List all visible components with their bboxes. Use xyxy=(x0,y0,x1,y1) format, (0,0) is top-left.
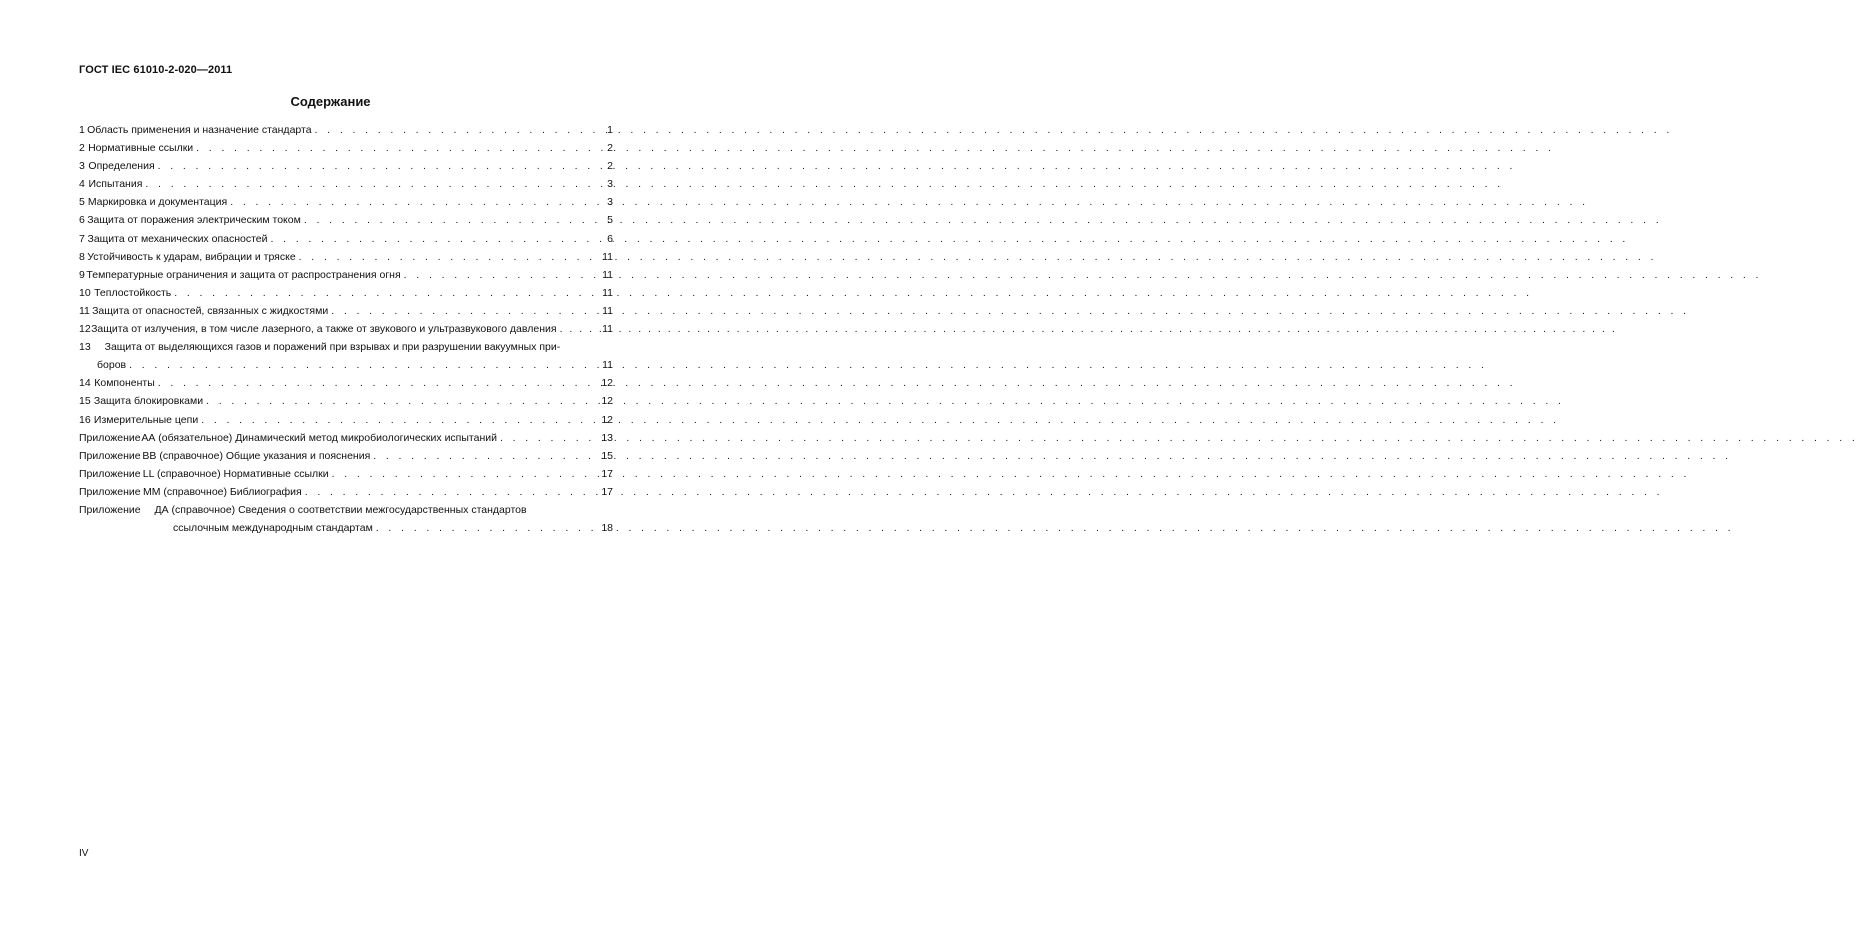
toc-entry-6[interactable] xyxy=(79,211,613,229)
toc-entry-number: 10 xyxy=(79,286,91,299)
toc-entry-page: 11 xyxy=(602,323,613,336)
leader-dots xyxy=(155,374,597,392)
toc-entry-title: Защита от механических опасностей xyxy=(87,232,268,245)
annex-label: Приложение xyxy=(79,467,141,480)
toc-entry-page: 11 xyxy=(602,304,613,317)
toc-entry-number: 11 xyxy=(79,304,90,317)
document-id-header: ГОСТ IEC 61010-2-020—2011 xyxy=(79,64,233,76)
toc-annex-bb[interactable] xyxy=(79,447,613,465)
toc-entry-4[interactable] xyxy=(79,175,613,193)
toc-entry-number: 6 xyxy=(79,214,85,227)
toc-entry-8[interactable] xyxy=(79,248,613,266)
leader-dots xyxy=(193,139,597,157)
toc-entry-number: 16 xyxy=(79,413,91,426)
toc-entry-title: Определения xyxy=(88,160,155,173)
leader-dots xyxy=(227,193,597,211)
toc-entry-page: 12 xyxy=(601,395,613,408)
toc-entry-title: Защита блокировками xyxy=(93,395,204,408)
toc-entry-page: 11 xyxy=(602,250,613,263)
toc-entry-title: Маркировка и документация xyxy=(87,196,228,209)
toc-entry-page: 3 xyxy=(607,196,613,209)
toc-entry-1[interactable] xyxy=(79,121,613,139)
toc-annex-da-line1[interactable] xyxy=(79,501,613,519)
toc-entry-title: Температурные ограничения и защита от распространения огня xyxy=(86,268,401,281)
leader-dots xyxy=(497,429,597,447)
leader-dots xyxy=(373,519,597,537)
leader-dots xyxy=(370,447,597,465)
toc-entry-number: 9 xyxy=(79,268,85,281)
page-number: IV xyxy=(79,848,89,859)
toc-entry-number: 5 xyxy=(79,196,85,209)
toc-entry-number: 3 xyxy=(79,160,85,173)
toc-entry-13-line2[interactable] xyxy=(79,356,613,374)
toc-entry-number: 1 xyxy=(79,124,85,136)
table-of-contents xyxy=(79,121,613,537)
toc-entry-number: 4 xyxy=(79,178,85,191)
leader-dots xyxy=(329,465,597,483)
annex-title: ВВ (справочное) Общие указания и пояснения xyxy=(142,449,371,462)
leader-dots xyxy=(198,411,597,429)
toc-entry-number: 13 xyxy=(79,341,91,354)
toc-entry-16[interactable] xyxy=(79,411,613,429)
toc-annex-aa[interactable] xyxy=(79,429,613,447)
toc-entry-title: Компоненты xyxy=(94,377,155,390)
annex-page: 13 xyxy=(601,431,613,444)
toc-entry-title: Теплостойкость xyxy=(94,286,172,299)
toc-entry-title: Защита от опасностей, связанных с жидкостями xyxy=(92,304,329,317)
leader-dots xyxy=(203,392,597,410)
toc-entry-3[interactable] xyxy=(79,157,613,175)
annex-title: ДА (справочное) Сведения о соответствии межгосударственных стандартов xyxy=(154,503,527,516)
annex-title-continuation: ссылочным международным стандартам xyxy=(173,522,373,535)
toc-entry-page: 3 xyxy=(607,178,613,191)
toc-entry-page: 12 xyxy=(601,413,613,426)
toc-entry-12[interactable] xyxy=(79,320,613,338)
toc-entry-title: Защита от излучения, в том числе лазерного, а также от звукового и ультразвукового давления xyxy=(91,323,557,336)
toc-entry-title: Защита от выделяющихся газов и поражений при взрывах и при разрушении вакуумных при- xyxy=(104,341,561,354)
toc-entry-page: 11 xyxy=(602,286,613,299)
toc-entry-number: 14 xyxy=(79,377,91,390)
toc-entry-2[interactable] xyxy=(79,139,613,157)
toc-entry-title-continuation: боров xyxy=(97,359,127,372)
toc-entry-title: Измерительные цепи xyxy=(93,413,199,426)
toc-entry-5[interactable] xyxy=(79,193,613,211)
leader-dots xyxy=(142,175,597,193)
toc-entry-10[interactable] xyxy=(79,284,613,302)
toc-title: Содержание xyxy=(290,94,371,109)
toc-entry-title: Область применения и назначение стандарта xyxy=(87,124,312,136)
toc-entry-title: Защита от поражения электрическим током xyxy=(87,214,301,227)
annex-page: 15 xyxy=(601,449,613,462)
leader-dots xyxy=(296,248,597,266)
toc-entry-page: 5 xyxy=(607,214,613,227)
toc-entry-page: 12 xyxy=(601,377,613,390)
leader-dots xyxy=(155,157,597,175)
toc-entry-7[interactable] xyxy=(79,230,613,248)
toc-entry-14[interactable] xyxy=(79,374,613,392)
annex-page: 18 xyxy=(601,522,613,535)
annex-title: ММ (справочное) Библиография xyxy=(142,485,302,498)
annex-label: Приложение xyxy=(79,485,141,498)
leader-dots xyxy=(126,356,597,374)
leader-dots xyxy=(302,483,597,501)
leader-dots xyxy=(171,284,597,302)
leader-dots xyxy=(328,302,597,320)
toc-entry-9[interactable] xyxy=(79,266,613,284)
toc-entry-number: 12 xyxy=(79,323,91,336)
toc-annex-mm[interactable] xyxy=(79,483,613,501)
annex-page: 17 xyxy=(601,485,613,498)
toc-entry-page: 2 xyxy=(607,160,613,173)
leader-dots xyxy=(312,121,597,139)
toc-entry-13-line1[interactable] xyxy=(79,338,613,356)
annex-title: LL (справочное) Нормативные ссылки xyxy=(142,467,329,480)
annex-title: АА (обязательное) Динамический метод микробиологических испытаний xyxy=(141,431,497,444)
toc-annex-ll[interactable] xyxy=(79,465,613,483)
toc-entry-page: 2 xyxy=(607,142,613,155)
toc-entry-page: 6 xyxy=(607,232,613,245)
leader-dots xyxy=(557,320,597,338)
toc-entry-title: Устойчивость к ударам, вибрации и тряске xyxy=(87,250,296,263)
toc-entry-number: 7 xyxy=(79,232,85,245)
toc-entry-number: 2 xyxy=(79,142,85,155)
toc-entry-page: 11 xyxy=(602,359,613,372)
toc-entry-number: 15 xyxy=(79,395,91,408)
toc-entry-11[interactable] xyxy=(79,302,613,320)
toc-entry-page: 1 xyxy=(607,124,613,136)
toc-entry-number: 8 xyxy=(79,250,85,263)
leader-dots xyxy=(268,230,597,248)
leader-dots xyxy=(301,211,597,229)
toc-entry-title: Нормативные ссылки xyxy=(88,142,194,155)
leader-dots xyxy=(401,266,597,284)
toc-entry-title: Испытания xyxy=(88,178,143,191)
annex-page: 17 xyxy=(601,467,613,480)
annex-label: Приложение xyxy=(79,449,141,462)
toc-annex-da-line2[interactable] xyxy=(79,519,613,537)
toc-entry-15[interactable] xyxy=(79,392,613,410)
toc-entry-page: 11 xyxy=(602,268,613,281)
annex-label: Приложение xyxy=(79,503,141,516)
annex-label: Приложение xyxy=(79,431,141,444)
